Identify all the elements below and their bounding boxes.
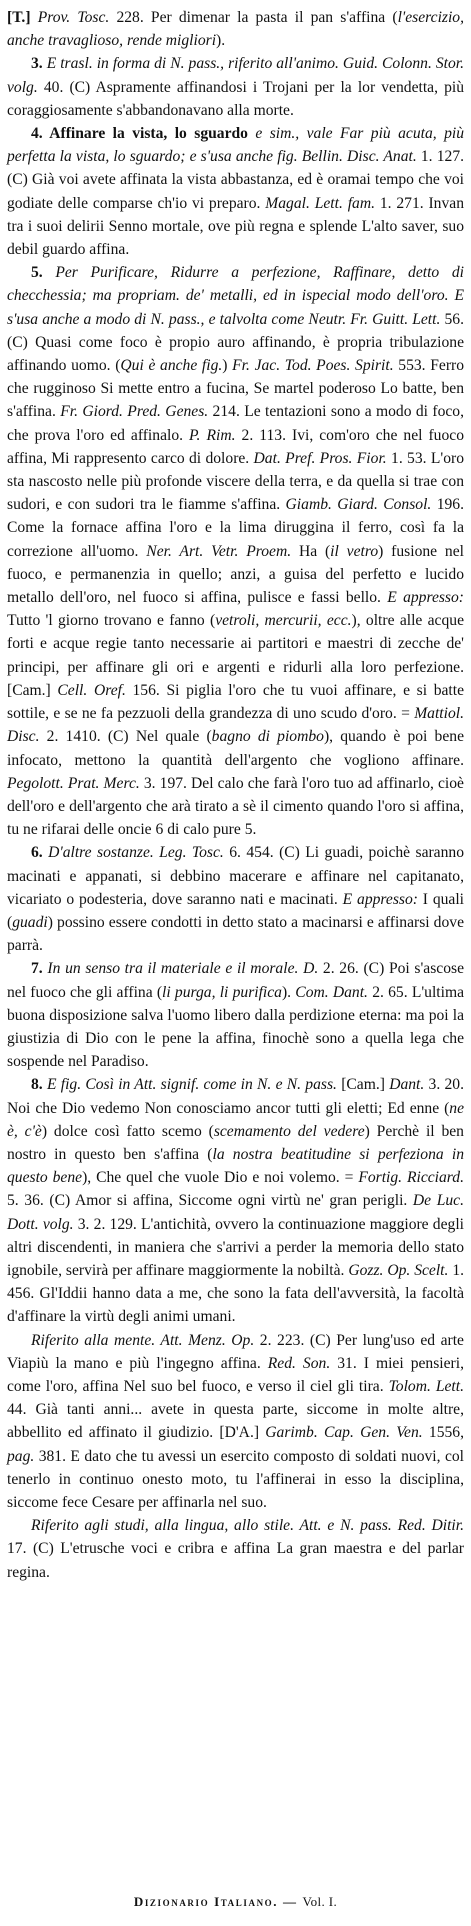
text-segment: 4. Affinare la vista, lo sguardo (31, 125, 248, 143)
entry-sense-5 (7, 261, 464, 841)
text-segment: 228. Per dimenar la pasta il pan s'affina ( (109, 9, 398, 26)
text-segment: [Cam.] (336, 1076, 390, 1094)
dictionary-column (7, 6, 464, 1584)
text-segment: 1. 271. Invan tra i suoi delirii Senno mortale, ove più regna e splende L'alto saver, suo debil guardo affina. (7, 194, 464, 259)
text-segment: 2. 1410. (C) Nel quale ( (39, 728, 212, 746)
text-segment: Gozz. Op. Scelt. (348, 1261, 449, 1279)
text-segment: Dat. Pref. Pros. Fior. (253, 449, 387, 467)
footer-volume: Vol. I. (302, 1894, 338, 1909)
text-segment: 6. 454. (C) Li guadi, poichè saranno macinati e appanati, si debbino macerare e affinare nel capitanato, vicariato o podesteria, dove saranno nati e macinati. (7, 844, 464, 908)
text-segment: Dant. (389, 1076, 425, 1094)
text-segment: ne è, c'è (7, 1099, 464, 1140)
text-segment: 1. 127. (C) Già voi avete affinata la vista abbastanza, ed è oramai tempo che voi godiate delle comparse ch'io vi preparo. (7, 148, 465, 212)
text-segment: 3. 20. Noi che Dio vedemo Non conosciamo ancor tutti gli eletti; Ed enne ( (7, 1076, 464, 1117)
text-segment: 5. 36. (C) Amor si affina, Siccome ogni virtù ne' gran perigli. (7, 1192, 413, 1210)
text-segment: ) Perchè il ben nostro in questo ben s'affina ( (7, 1122, 464, 1163)
text-segment: Riferito agli studi, alla lingua, allo stile. Att. e N. pass. Red. Ditir. (31, 1517, 464, 1535)
text-segment: 5. (31, 264, 56, 282)
text-segment: 3. 197. Del calo che farà l'oro tuo ad affinarlo, cioè dell'oro e dell'argento che arà tirato a sè il cimento quando l'oro si affina, tu ne rifarai delle oncie 6 di calo pure 5. (7, 774, 464, 839)
text-segment: P. Rim. (189, 426, 236, 444)
text-segment: ) dolce così fatto scemo ( (41, 1122, 214, 1140)
text-segment: 1556, (422, 1424, 464, 1442)
text-segment: 2. 223. (C) Per lung'uso ed arte Viapiù la mano e più l'ingegno affina. (7, 1331, 464, 1372)
entry-sense-6 (7, 841, 464, 957)
text-segment: 2. 65. L'ultima buona disposizione salva l'uomo libero dalla perdizione eterna: ma poi la giustizia di Dio con le pene la affina, finochè sono a quella lega che sospende nel Paradiso. (7, 983, 464, 1071)
text-segment: ). (281, 983, 296, 1001)
text-segment: D'altre sostanze. Leg. Tosc. (48, 844, 224, 862)
text-segment: Giamb. Giard. Consol. (285, 496, 432, 514)
text-segment: 8. (31, 1076, 47, 1094)
text-segment: 2. 26. (C) Poi s'ascose nel fuoco che gli affina ( (7, 960, 465, 1001)
text-segment: Tutto 'l giorno trovano e fanno ( (7, 612, 216, 630)
text-segment: ) (222, 357, 233, 375)
text-segment: 6. (31, 844, 49, 862)
entry-subsense-mind (7, 1329, 464, 1515)
text-segment: bagno di piombo (211, 728, 324, 746)
text-segment: ), Che quel che vuole Dio e noi volemo. = (82, 1169, 359, 1187)
page-footer (0, 1892, 471, 1912)
text-segment: ). (216, 32, 226, 50)
text-segment: 3. 2. 129. L'antichità, ovvero la continuazione maggiore degli altri discendenti, in maniera che s'arrivi a perder la memoria dello stato ignobile, servirà per affinare maggiormente la nobiltà. (7, 1215, 464, 1279)
text-segment: ), quando è poi bene infocato, mettono la quantità dell'argento che vogliono affinare. (7, 728, 464, 769)
text-segment: E appresso: (342, 890, 418, 908)
text-segment: 44. Già tanti anni... avete in questa parte, siccome in molte altre, abbellito ed affinato il giudizio. [D'A.] (7, 1401, 464, 1442)
text-segment: Com. Dant. (295, 983, 368, 1001)
text-segment: 17. (C) L'etrusche voci e cribra e affina La gran maestra e del parlar regina. (7, 1540, 464, 1581)
text-segment: 3. (31, 55, 47, 73)
text-segment: 156. Si piglia l'oro che tu vuoi affinare, e si batte sottile, e se ne fa pezzuoli della grandezza di uno scudo d'oro. = (7, 681, 465, 723)
text-segment: Garimb. Cap. Gen. Ven. (265, 1424, 423, 1442)
text-segment: e sim., vale Far più acuta, più perfetta la vista, lo sguardo; e s'usa anche fig. Bellin. Disc. Anat. (7, 125, 465, 166)
text-segment: 1. 53. L'oro sta nascosto nelle più profonde viscere della terra, e da quella si trae con sudori, e con sudori tra le fiamme s'affina. (7, 449, 465, 514)
text-segment: Qui è anche fig. (120, 357, 223, 375)
text-segment: l'esercizio, anche travaglioso, rende migliori (7, 9, 464, 50)
entry-sense-7 (7, 957, 464, 1073)
text-segment: 56. (C) Quasi come foco è propio auro affinando, è propria tribulazione affinando uomo. ( (7, 310, 464, 375)
text-segment: Mattiol. Disc. (7, 705, 464, 746)
text-segment: Fr. Giord. Pred. Genes. (60, 403, 209, 421)
text-segment: ) fusione nel fuoco, e permanenzia in quello; anzi, a guisa del perfetto e lucido metallo dell'oro, nel fuoco si affina, pulisce e fassi bello. (7, 542, 464, 607)
text-segment: 7. (31, 960, 48, 978)
entry-subsense-studies (7, 1514, 464, 1584)
text-segment: 2. 113. Ivi, com'oro che nel fuoco affina, Mi rappresento carco di dolore. (7, 426, 464, 467)
entry-paragraph-0 (7, 6, 464, 52)
text-segment: guadi (12, 913, 48, 931)
text-segment: li purga, li purifica (162, 983, 282, 1001)
text-segment: Fortig. Ricciard. (358, 1169, 464, 1187)
text-segment: Prov. Tosc. (37, 9, 110, 26)
text-segment: Tolom. Lett. (388, 1377, 464, 1395)
text-segment: pag. (7, 1447, 35, 1465)
text-segment: E trasl. in forma di N. pass., riferito all'animo. Guid. Colonn. Stor. volg. (7, 55, 465, 96)
text-segment: vetroli, mercurii, ecc. (215, 612, 352, 630)
text-segment: ) possino essere condotti in detto stato a macinarsi e affinarsi dove parrà. (7, 913, 464, 955)
text-segment: In un senso tra il materiale e il morale. D. (47, 960, 319, 978)
text-segment: De Luc. Dott. volg. (7, 1192, 465, 1233)
entry-sense-4 (7, 122, 464, 261)
text-segment: 553. Ferro che rugginoso Si mette entro a fucina, Se martel poderoso Lo batte, ben s'affina. (7, 357, 464, 421)
text-segment: Riferito alla mente. Att. Menz. Op. (31, 1331, 255, 1349)
text-segment: Per Purificare, Ridurre a perfezione, Raffinare, detto di checchessia; ma propriam. de' metalli, ed in ispecial modo dell'oro. E s'usa anche a modo di N. pass., e talvolta come Neutr. Fr. Guitt. Lett. (7, 264, 464, 328)
text-segment: 1. 456. Gl'Iddii hanno data a me, che sono la fata dell'avversità, la facoltà d'affinare la virtù degli animi umani. (7, 1261, 465, 1326)
entry-sense-8 (7, 1073, 464, 1328)
text-segment: Ner. Art. Vetr. Proem. (146, 542, 292, 560)
text-segment: Ha ( (291, 542, 331, 560)
text-segment: 196. Come la fornace affina l'oro e la lima diruggina il ferro, così fa la correzione all'uomo. (7, 496, 464, 560)
text-segment: Cell. Oref. (57, 681, 126, 699)
text-segment: il vetro (330, 542, 379, 560)
text-segment: Red. Son. (267, 1354, 331, 1372)
text-segment: Pegolott. Prat. Merc. (7, 774, 140, 792)
text-segment: scemamento del vedere (213, 1122, 365, 1140)
text-segment: 40. (C) Aspramente affinandosi i Trojani per la lor vendetta, più coraggiosamente s'abbandonavano alla morte. (7, 78, 464, 119)
entry-sense-3 (7, 52, 464, 122)
text-segment: Magal. Lett. fam. (265, 194, 375, 212)
text-segment: E fig. Così in Att. signif. come in N. e N. pass. (46, 1076, 337, 1094)
text-segment: E appresso: (387, 589, 464, 607)
text-segment: I quali ( (7, 890, 465, 931)
text-segment: 214. Le tentazioni sono a modo di foco, che prova l'oro ed affinalo. (7, 403, 464, 444)
text-segment: 31. I miei pensieri, come l'oro, affina Nel suo bel fuoco, e verso il ciel gli tira. (7, 1354, 464, 1395)
text-segment: [T.] (7, 9, 38, 26)
text-segment: la nostra beatitudine si perfeziona in questo bene (7, 1145, 464, 1187)
text-segment: Fr. Jac. Tod. Poes. Spirit. (232, 357, 394, 375)
footer-title: Dizionario Italiano. (133, 1894, 279, 1909)
text-segment: 381. E dato che tu avessi un esercito composto di soldati nuovi, col tenerlo in continuo onesto moto, tu l'affinerai in esso la disciplina, siccome fece Cesare per affinarla nel suo. (7, 1447, 464, 1511)
footer-dash: — (282, 1894, 298, 1909)
text-segment: ), oltre alle acque forti e acque regie tanto necessarie ai partitori e maestri di zecche de' principi, per affinare gli ori e argenti e ridurli alla loro perfezione. [Cam.] (7, 612, 464, 699)
